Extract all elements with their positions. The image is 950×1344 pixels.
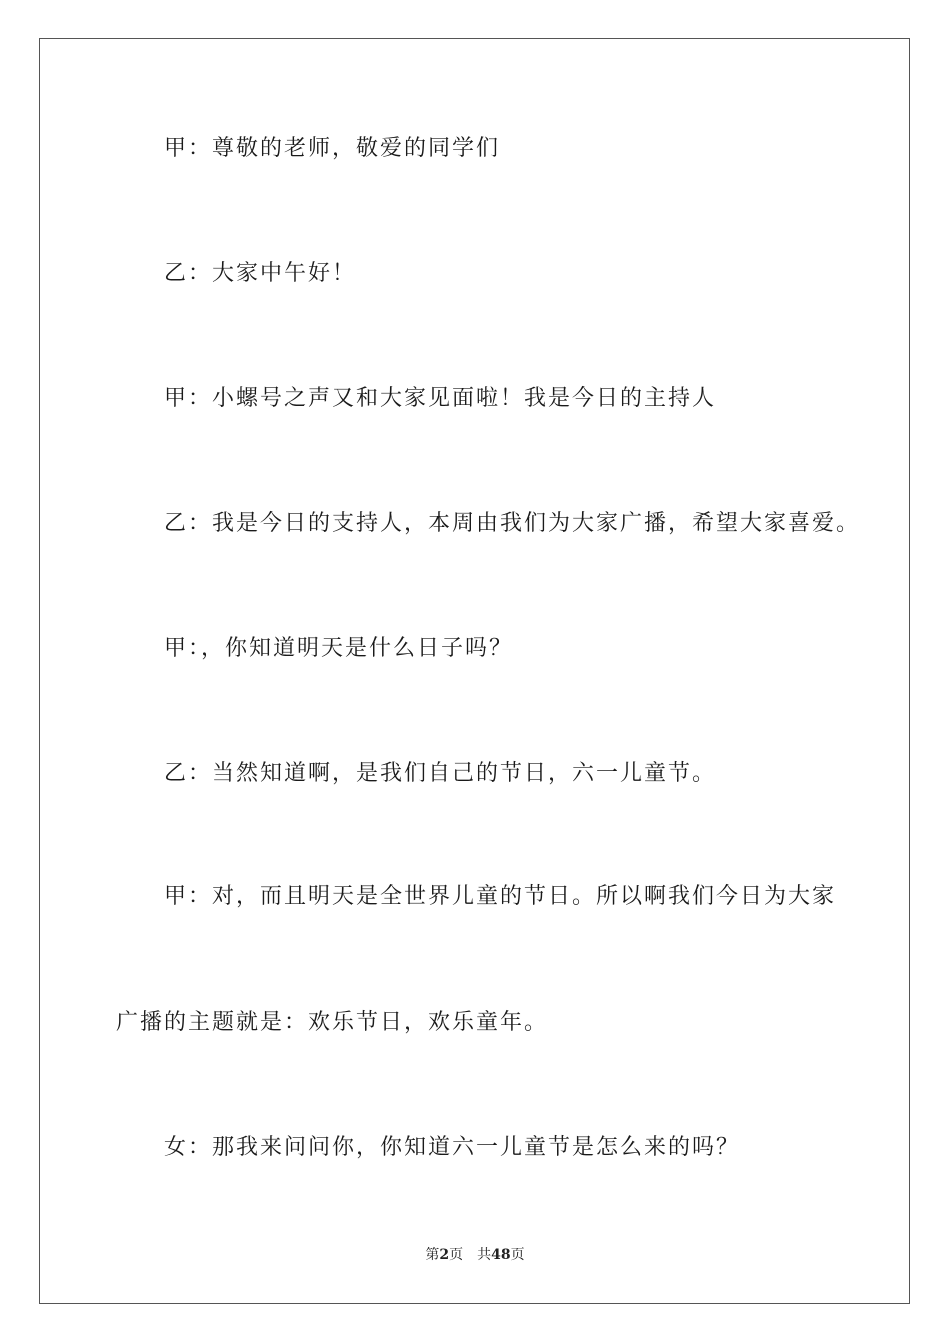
- footer-total-prefix: 共: [477, 1247, 492, 1263]
- footer-current-page: 2: [439, 1247, 450, 1263]
- dialogue-line-4: 乙：我是今日的支持人，本周由我们为大家广播，希望大家喜爱。: [164, 511, 861, 536]
- page-frame: [39, 38, 910, 1304]
- dialogue-line-2: 乙：大家中午好！: [164, 261, 357, 286]
- footer-page-suffix: 页: [449, 1247, 464, 1263]
- dialogue-line-7-continued: 广播的主题就是：欢乐节日，欢乐童年。: [116, 1010, 549, 1035]
- dialogue-line-1: 甲：尊敬的老师，敬爱的同学们: [164, 136, 501, 161]
- dialogue-line-3: 甲：小螺号之声又和大家见面啦！我是今日的主持人: [164, 386, 717, 411]
- dialogue-line-5: 甲：，你知道明天是什么日子吗？: [164, 636, 514, 661]
- page-footer: [0, 1245, 950, 1265]
- footer-total-pages: 48: [491, 1247, 511, 1263]
- footer-total-suffix: 页: [510, 1247, 525, 1263]
- dialogue-line-6: 乙：当然知道啊，是我们自己的节日，六一儿童节。: [164, 761, 717, 786]
- footer-prefix: 第: [425, 1247, 440, 1263]
- dialogue-line-7: 甲：对，而且明天是全世界儿童的节日。所以啊我们今日为大家: [164, 884, 837, 909]
- dialogue-line-8: 女：那我来问问你，你知道六一儿童节是怎么来的吗？: [164, 1135, 741, 1160]
